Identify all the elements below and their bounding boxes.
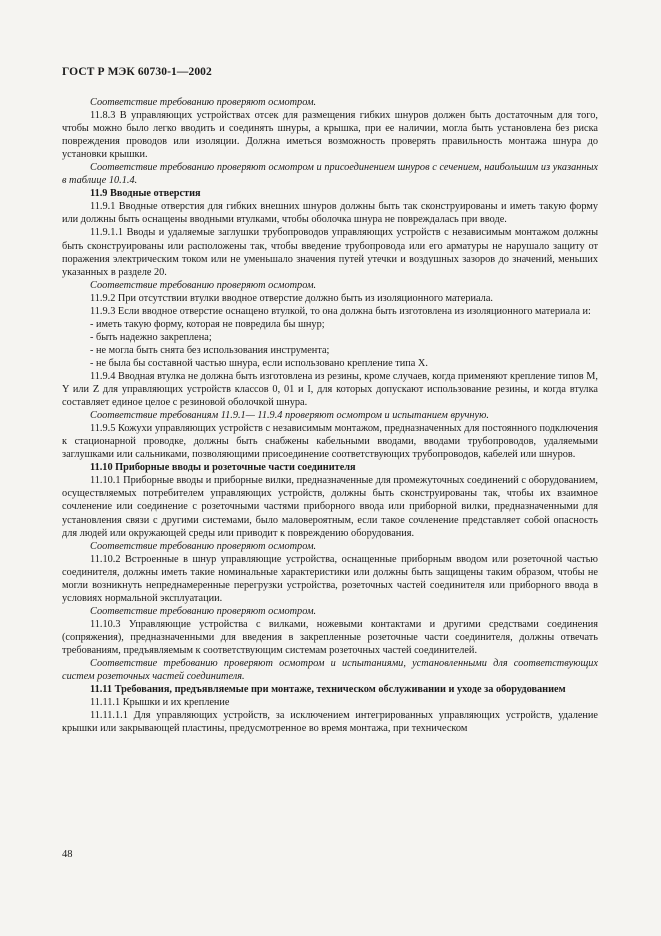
paragraph: 11.9.4 Вводная втулка не должна быть изготовлена из резины, кроме случаев, когда применяют крепление типов M, Y или Z для управляющих устройств классов 0, 01 и I, для которых допускают использование резины, и когда втулка составляет единое целое с резиновой оболочкой шнура. [62, 370, 598, 409]
section-heading: 11.10 Приборные вводы и розеточные части соединителя [90, 462, 356, 474]
compliance-note: Соответствие требованию проверяют осмотром и испытаниями, установленными для соответствующих систем розеточных частей соединителя. [62, 658, 598, 683]
list-item: - не могла быть снята без использования инструмента; [90, 344, 330, 356]
compliance-note: Соответствие требованию проверяют осмотром и присоединением шнуров с сечением, наибольшим из указанных в таблице 10.1.4. [62, 162, 598, 187]
paragraph: 11.9.2 При отсутствии втулки вводное отверстие должно быть из изоляционного материала. [90, 292, 493, 304]
paragraph: 11.10.2 Встроенные в шнур управляющие устройства, оснащенные приборным вводом или розеточной частью соединителя, должны иметь такие номинальные характеристики или должны быть защищены таким образом, чтобы не могли возникнуть непреднамеренные перегрузки устройства, розеточных частей соединителя или приборного ввода в условиях нормальной эксплуатации. [62, 553, 598, 604]
list-item: - иметь такую форму, которая не повредила бы шнур; [90, 318, 325, 330]
list-item: - не была бы составной частью шнура, если использовано крепление типа X. [90, 357, 428, 369]
document-header: ГОСТ Р МЭК 60730-1—2002 [62, 66, 212, 78]
paragraph: 11.10.3 Управляющие устройства с вилками, ножевыми контактами и другими средствами соединения (сопряжения), предназначенными для введения в закрепленные розеточные части соединителя, должны отвечать требованиям, предъявляемым к соответствующим системам розеточных частей соединителей. [62, 618, 598, 656]
paragraph: 11.11.1.1 Для управляющих устройств, за исключением интегрированных управляющих устройств, удаление крышки или закрывающей пластины, предусмотренное во время монтажа, при техническом [62, 710, 598, 735]
paragraph: 11.9.5 Кожухи управляющих устройств с независимым монтажом, предназначенных для постоянного подключения к стационарной проводке, должны быть снабжены кабельными вводами, вводами трубопроводов, удаляемыми заглушками или сальниками, позволяющими присоединение соответствующих трубопроводов, кабелей или шнуров. [62, 423, 598, 461]
paragraph: 11.9.1 Вводные отверстия для гибких внешних шнуров должны быть так сконструированы и иметь такую форму или должны быть оснащены вводными втулками, чтобы оболочка шнура не повреждалась при вводе. [62, 201, 598, 226]
compliance-note: Соответствие требованию проверяют осмотром. [90, 540, 317, 552]
paragraph: 11.9.3 Если вводное отверстие оснащено втулкой, то она должна быть изготовлена из изоляционного материала и: [90, 305, 591, 317]
page-number: 48 [62, 849, 73, 860]
compliance-note: Соответствие требованию проверяют осмотром. [90, 279, 317, 291]
paragraph: 11.11.1 Крышки и их крепление [90, 697, 230, 709]
list-item: - быть надежно закреплена; [90, 331, 212, 343]
compliance-note: Соответствие требованиям 11.9.1— 11.9.4 проверяют осмотром и испытанием вручную. [90, 410, 489, 422]
section-heading: 11.11 Требования, предъявляемые при монтаже, техническом обслуживании и уходе за оборудованием [90, 684, 566, 696]
document-body [62, 96, 598, 735]
paragraph: 11.10.1 Приборные вводы и приборные вилки, предназначенные для промежуточных соединений с оборудованием, осуществляемых потребителем управляющих устройств, должны быть сконструированы так, чтобы их взаимное сочленение или соединение с розеточными частями приборного ввода или приборной вилки, предназначенными для установления связи с другими системами, было маловероятным, если такое сочленение представляет собой опасность для людей или окружающей среды или приводит к повреждению оборудования. [62, 475, 598, 539]
paragraph: 11.8.3 В управляющих устройствах отсек для размещения гибких шнуров должен быть достаточным для того, чтобы можно было легко вводить и соединять шнуры, а крышка, при ее наличии, могла быть установлена без риска повреждения проводов или изоляции. Должна иметься возможность проверять правильность монтажа шнура до установки крышки. [62, 110, 598, 161]
section-heading: 11.9 Вводные отверстия [90, 188, 201, 200]
compliance-note: Соответствие требованию проверяют осмотром. [90, 97, 317, 108]
paragraph: 11.9.1.1 Вводы и удаляемые заглушки трубопроводов управляющих устройств с независимым монтажом должны быть сконструированы или расположены так, чтобы введение трубопровода или его арматуры не нарушало защиту от поражения электрическим током или не уменьшало значения путей утечки и воздушных зазоров до значений, меньших указанных в разделе 20. [62, 227, 598, 278]
compliance-note: Соответствие требованию проверяют осмотром. [90, 605, 317, 617]
